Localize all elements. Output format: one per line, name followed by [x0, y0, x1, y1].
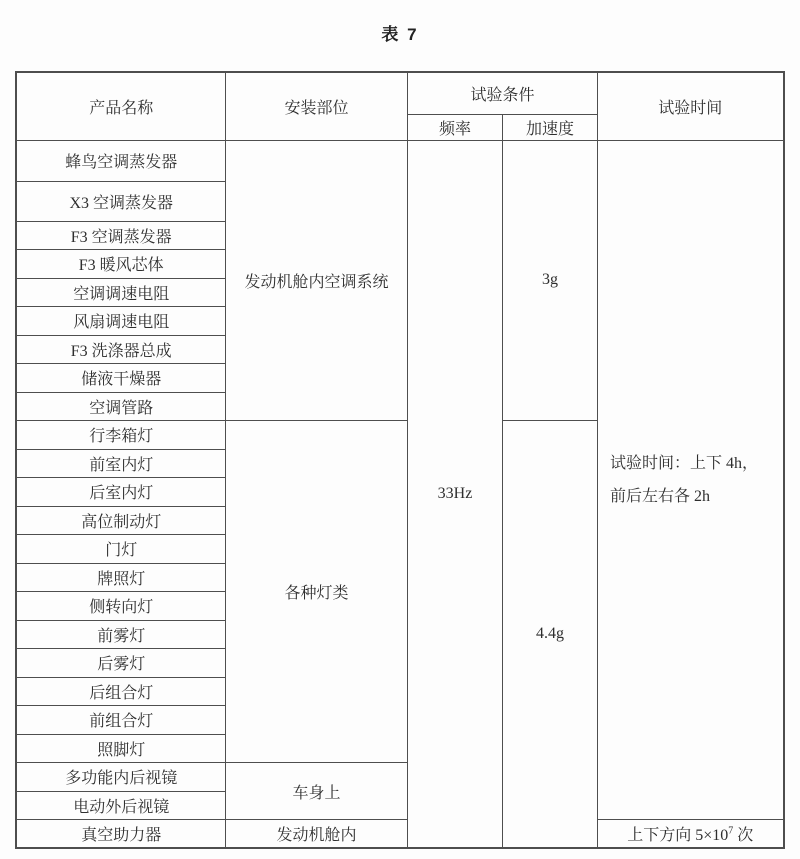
product-cell: X3 空调蒸发器	[16, 181, 225, 221]
product-cell: 高位制动灯	[16, 506, 225, 535]
location-cell: 车身上	[225, 763, 407, 820]
test-time-cell: 试验时间：上下 4h，前后左右各 2h	[598, 140, 784, 820]
product-cell: 电动外后视镜	[16, 791, 225, 820]
product-cell: F3 空调蒸发器	[16, 221, 225, 250]
test-time-cell	[598, 820, 784, 849]
header-product: 产品名称	[16, 72, 225, 140]
header-acceleration: 加速度	[502, 114, 597, 140]
product-cell: 照脚灯	[16, 734, 225, 763]
product-cell: 蜂鸟空调蒸发器	[16, 140, 225, 181]
product-cell: F3 暖风芯体	[16, 250, 225, 279]
location-cell: 发动机舱内	[225, 820, 407, 849]
header-frequency: 频率	[407, 114, 502, 140]
product-cell: 储液干燥器	[16, 364, 225, 393]
product-cell: 后组合灯	[16, 677, 225, 706]
product-cell: 行李箱灯	[16, 421, 225, 450]
header-location: 安装部位	[225, 72, 407, 140]
test-time-text: 上下方向 5×10	[627, 827, 729, 844]
product-cell: 前雾灯	[16, 620, 225, 649]
acceleration-cell: 4.4g	[502, 421, 597, 849]
product-cell: 后室内灯	[16, 478, 225, 507]
product-cell: 后雾灯	[16, 649, 225, 678]
frequency-cell: 33Hz	[407, 140, 502, 848]
product-cell: 前室内灯	[16, 449, 225, 478]
product-cell: 侧转向灯	[16, 592, 225, 621]
product-cell: 空调调速电阻	[16, 278, 225, 307]
product-cell: 真空助力器	[16, 820, 225, 849]
product-cell: F3 洗涤器总成	[16, 335, 225, 364]
table-row	[16, 140, 783, 181]
header-condition: 试验条件	[407, 72, 597, 114]
test-time-suffix: 次	[733, 827, 754, 844]
acceleration-cell: 3g	[502, 140, 597, 421]
product-cell: 牌照灯	[16, 563, 225, 592]
header-row-1	[16, 72, 783, 114]
product-cell: 前组合灯	[16, 706, 225, 735]
page-title: 表 7	[381, 25, 419, 44]
product-cell: 多功能内后视镜	[16, 763, 225, 792]
test-condition-table	[15, 71, 784, 849]
product-cell: 门灯	[16, 535, 225, 564]
test-time-exponent: 7	[728, 825, 734, 837]
location-cell: 各种灯类	[225, 421, 407, 763]
table-row	[16, 820, 783, 849]
header-time: 试验时间	[598, 72, 784, 140]
product-cell: 空调管路	[16, 392, 225, 421]
location-cell: 发动机舱内空调系统	[225, 140, 407, 421]
product-cell: 风扇调速电阻	[16, 307, 225, 336]
